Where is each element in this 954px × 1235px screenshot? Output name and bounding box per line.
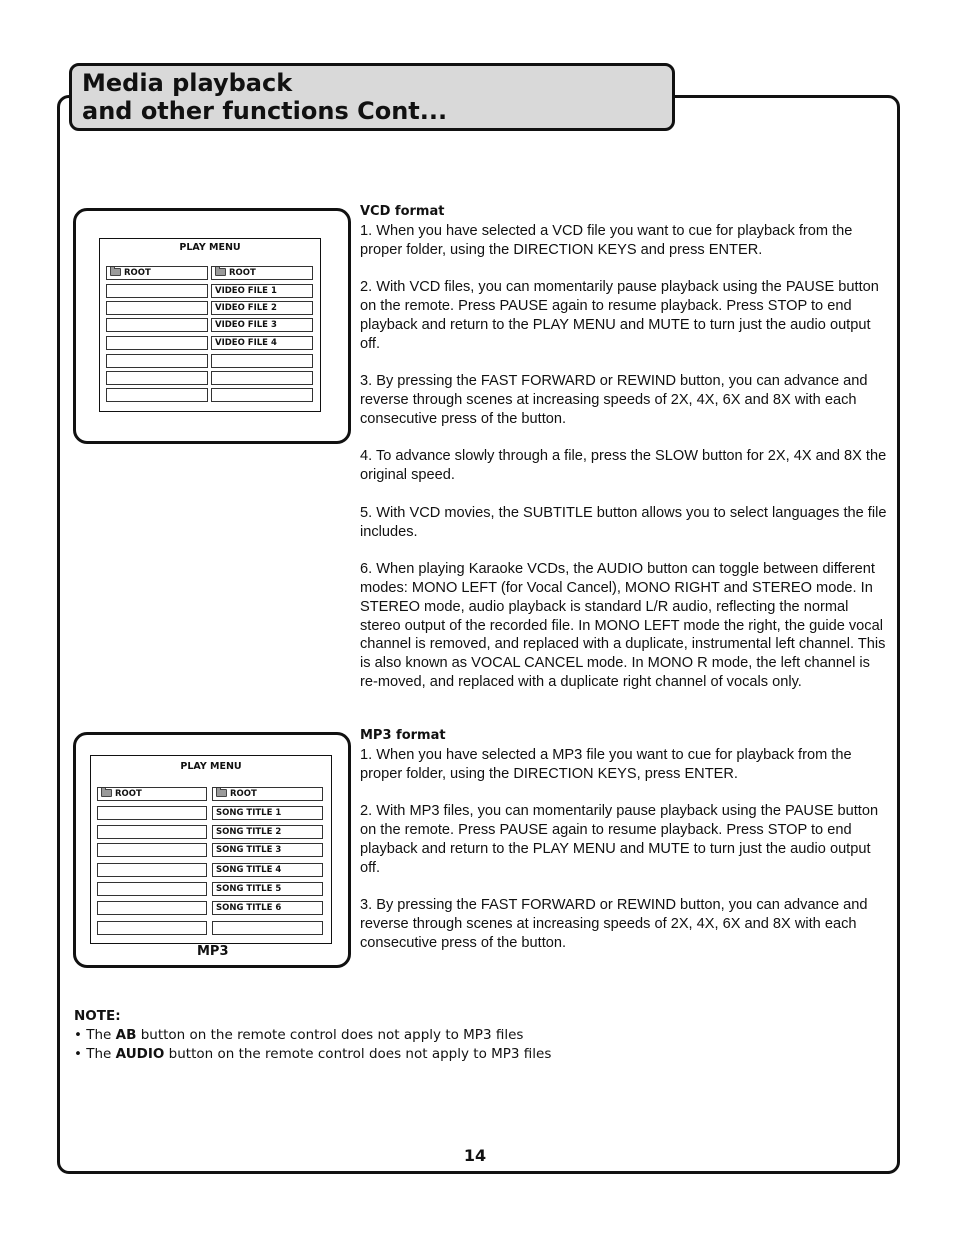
note-item — [74, 1026, 874, 1045]
mp3-play-menu — [90, 755, 332, 944]
mp3-step-1: 1. When you have selected a MP3 file you want to cue for playback from the proper folder, using the DIRECTION KEYS, press ENTER. — [360, 746, 852, 782]
folder-icon — [216, 789, 227, 797]
title-box — [69, 63, 675, 131]
mp3-left-slot — [97, 882, 207, 896]
mp3-left-slot — [97, 921, 207, 935]
note-item — [74, 1045, 874, 1064]
mp3-screen-illustration — [73, 732, 351, 968]
vcd-right-slot — [211, 388, 313, 402]
vcd-right-root — [211, 266, 313, 280]
page-title-line-1: Media playback — [82, 69, 293, 97]
vcd-menu-title: PLAY MENU — [179, 242, 241, 253]
mp3-right-root-label: ROOT — [230, 789, 257, 799]
vcd-heading: VCD format — [360, 204, 445, 219]
mp3-menu-title: PLAY MENU — [180, 761, 242, 772]
vcd-play-menu — [99, 238, 321, 412]
mp3-left-slot — [97, 901, 207, 915]
vcd-step-3: 3. By pressing the FAST FORWARD or REWIND button, you can advance and reverse through scenes at increasing speeds of 2X, 4X, 6X and 8X with each consecutive press of the button. — [360, 373, 868, 427]
mp3-step-3: 3. By pressing the FAST FORWARD or REWIND button, you can advance and reverse through scenes at increasing speeds of 2X, 4X, 6X and 8X with each consecutive press of the button. — [360, 897, 868, 951]
mp3-left-slot — [97, 825, 207, 839]
vcd-file-3: VIDEO FILE 3 — [211, 318, 313, 332]
folder-icon — [110, 268, 121, 276]
mp3-left-slot — [97, 843, 207, 857]
note-item-prefix: • The — [74, 1027, 116, 1043]
vcd-left-root-label: ROOT — [124, 268, 151, 278]
vcd-step-5: 5. With VCD movies, the SUBTITLE button allows you to select languages the file includes. — [360, 504, 887, 540]
note-item-prefix: • The — [74, 1046, 116, 1062]
vcd-file-2: VIDEO FILE 2 — [211, 301, 313, 315]
vcd-step-2: 2. With VCD files, you can momentarily pause playback using the PAUSE button on the remote. Press PAUSE again to resume playback. Press STOP to end playback and return to the PLAY MENU and MUTE to turn just the audio output off. — [360, 279, 879, 352]
mp3-left-slot — [97, 863, 207, 877]
page-title-line-2: and other functions Cont... — [82, 97, 448, 125]
mp3-file-1: SONG TITLE 1 — [212, 806, 323, 820]
mp3-right-slot — [212, 921, 323, 935]
vcd-section — [360, 203, 888, 711]
note-item-keyword: AUDIO — [115, 1046, 165, 1062]
vcd-left-slot — [106, 354, 208, 368]
mp3-right-root — [212, 787, 323, 801]
vcd-left-slot — [106, 388, 208, 402]
mp3-heading: MP3 format — [360, 728, 446, 743]
mp3-step-2: 2. With MP3 files, you can momentarily pause playback using the PAUSE button on the remote. Press PAUSE again to resume playback. Press STOP to end playback and return to the PLAY MENU and MUTE to turn just the audio output off. — [360, 803, 879, 876]
vcd-right-slot — [211, 354, 313, 368]
vcd-file-1: VIDEO FILE 1 — [211, 284, 313, 298]
vcd-step-4: 4. To advance slowly through a file, press the SLOW button for 2X, 4X and 8X the original speed. — [360, 448, 887, 484]
mp3-left-root-label: ROOT — [115, 789, 142, 799]
folder-icon — [215, 268, 226, 276]
note-item-text: button on the remote control does not apply to MP3 files — [136, 1027, 524, 1043]
vcd-step-6: 6. When playing Karaoke VCDs, the AUDIO button can toggle between different modes: MONO LEFT (for Vocal Cancel), MONO RIGHT and STEREO mode. In STEREO mode, audio playback is standard L/R audio, reflecting the normal stereo output of the recorded file. In MONO LEFT mode the right, the guide vocal channel is removed, and replaced with a duplicate, instrumental left channel. This is also known as VOCAL CANCEL mode. In MONO R mode, the left channel is re-moved, and replaced with a duplicate right channel of vocals only. — [360, 561, 886, 690]
vcd-left-slot — [106, 371, 208, 385]
mp3-file-6: SONG TITLE 6 — [212, 901, 323, 915]
note-heading: NOTE: — [74, 1008, 121, 1024]
mp3-file-3: SONG TITLE 3 — [212, 843, 323, 857]
mp3-file-5: SONG TITLE 5 — [212, 882, 323, 896]
vcd-right-slot — [211, 371, 313, 385]
mp3-left-slot — [97, 806, 207, 820]
vcd-left-root — [106, 266, 208, 280]
vcd-screen-illustration — [73, 208, 351, 444]
vcd-file-4: VIDEO FILE 4 — [211, 336, 313, 350]
mp3-file-4: SONG TITLE 4 — [212, 863, 323, 877]
vcd-left-slot — [106, 318, 208, 332]
mp3-section — [360, 727, 888, 971]
vcd-right-root-label: ROOT — [229, 268, 256, 278]
note-item-keyword: AB — [115, 1027, 137, 1043]
vcd-step-1: 1. When you have selected a VCD file you want to cue for playback from the proper folder, using the DIRECTION KEYS and press ENTER. — [360, 222, 853, 258]
mp3-left-root — [97, 787, 207, 801]
folder-icon — [101, 789, 112, 797]
vcd-left-slot — [106, 336, 208, 350]
vcd-left-slot — [106, 301, 208, 315]
note-item-text: button on the remote control does not apply to MP3 files — [164, 1046, 552, 1062]
note-block — [74, 1007, 874, 1064]
mp3-file-2: SONG TITLE 2 — [212, 825, 323, 839]
mp3-caption: MP3 — [197, 944, 229, 959]
vcd-left-slot — [106, 284, 208, 298]
page-number: 14 — [463, 1146, 487, 1165]
